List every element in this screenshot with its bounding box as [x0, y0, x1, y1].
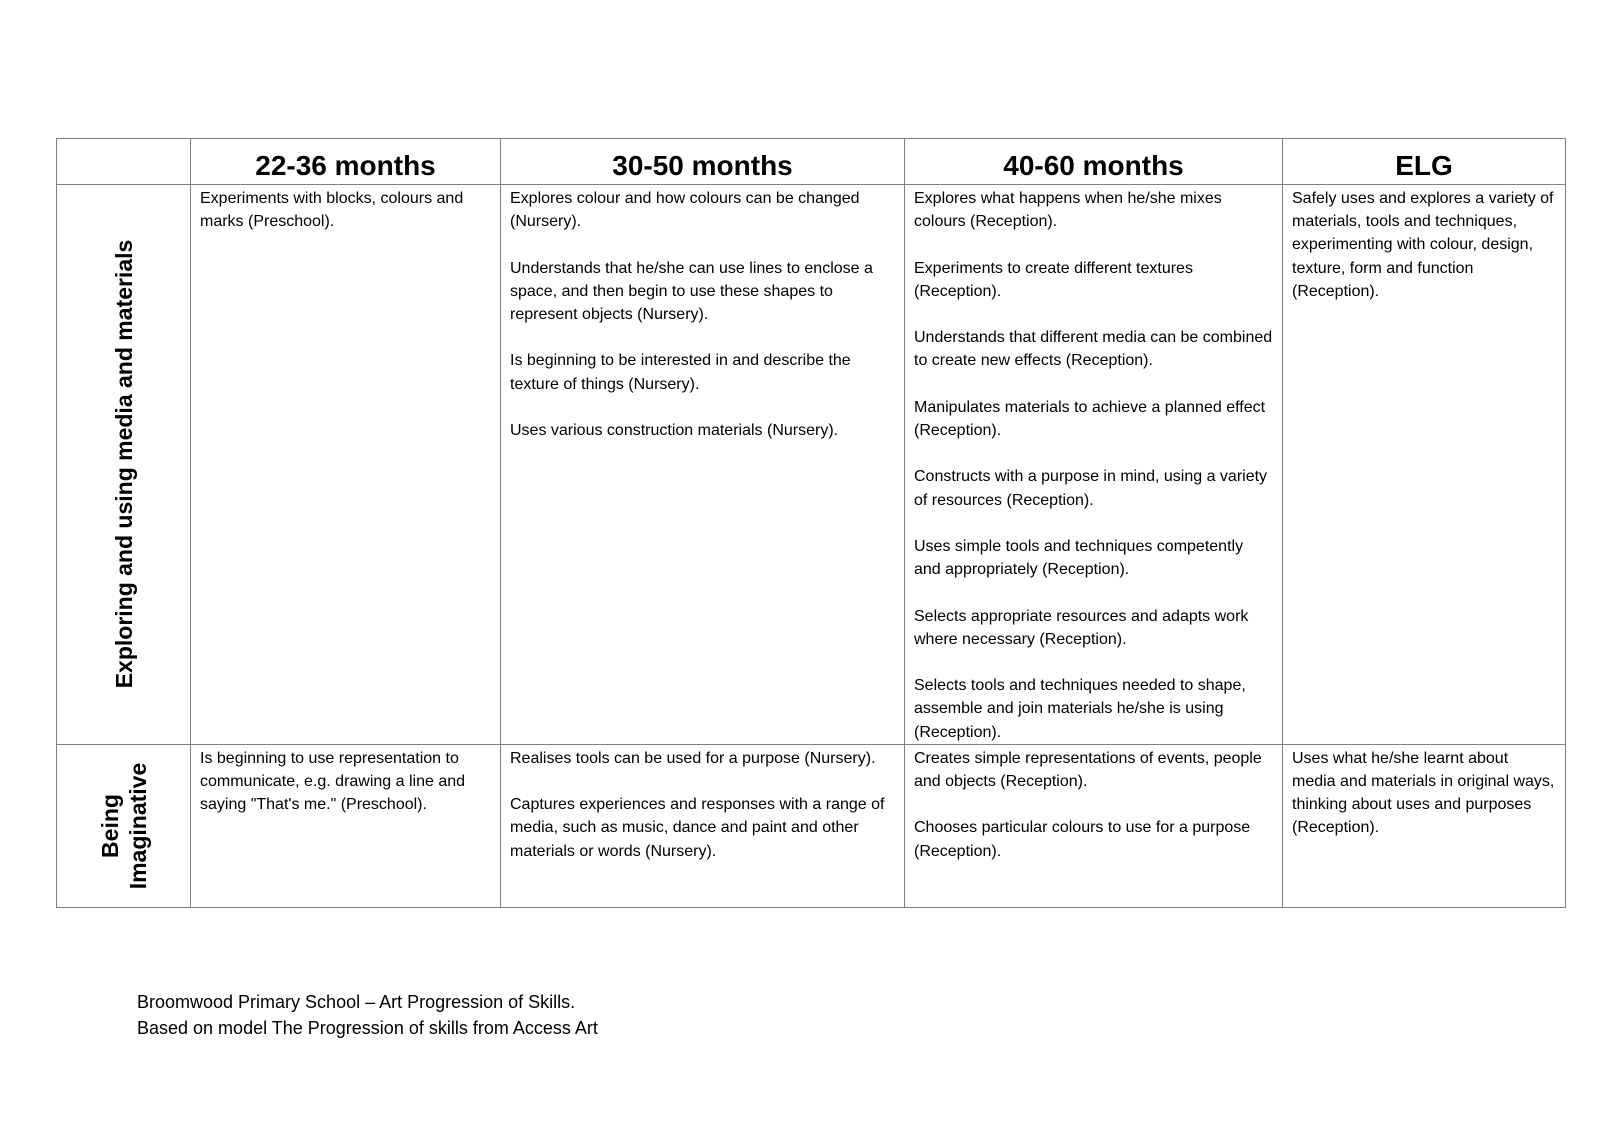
cell-text: Selects tools and techniques needed to shape, assemble and join materials he/she is using (Reception).	[914, 677, 1246, 741]
row-label-cell	[57, 185, 191, 745]
header-30-50-months: 30-50 months	[501, 139, 905, 185]
table-cell	[191, 744, 501, 907]
cell-text: Captures experiences and responses with a range of media, such as music, dance and paint and other materials or words (Nursery).	[510, 796, 885, 860]
header-22-36-months: 22-36 months	[191, 139, 501, 185]
footer-line-source: Based on model The Progression of skills from Access Art	[137, 1018, 598, 1038]
row-label-being-imaginative: Being Imaginative	[96, 762, 151, 890]
cell-text: Chooses particular colours to use for a purpose (Reception).	[914, 819, 1251, 860]
cell-text: Realises tools can be used for a purpose (Nursery).	[510, 749, 876, 767]
progression-table	[56, 138, 1566, 908]
header-row	[57, 139, 1566, 185]
footer-line-school: Broomwood Primary School – Art Progression of Skills.	[137, 992, 576, 1012]
cell-text: Understands that he/she can use lines to enclose a space, and then begin to use these shapes to represent objects (Nursery).	[510, 259, 873, 323]
cell-text: Constructs with a purpose in mind, using a variety of resources (Reception).	[914, 468, 1268, 509]
cell-text: Creates simple representations of events, people and objects (Reception).	[914, 749, 1262, 790]
header-elg: ELG	[1283, 139, 1566, 185]
table-cell	[501, 744, 905, 907]
table-row-being-imaginative	[57, 744, 1566, 907]
table-cell	[501, 185, 905, 745]
cell-text: Explores what happens when he/she mixes colours (Reception).	[914, 190, 1222, 231]
cell-text: Manipulates materials to achieve a planned effect (Reception).	[914, 398, 1266, 439]
cell-text: Uses various construction materials (Nursery).	[510, 421, 839, 439]
header-40-60-months: 40-60 months	[905, 139, 1283, 185]
cell-text: Experiments to create different textures (Reception).	[914, 259, 1193, 300]
cell-text: Explores colour and how colours can be changed (Nursery).	[510, 190, 860, 231]
table-cell	[1283, 185, 1566, 745]
cell-text: Uses simple tools and techniques competently and appropriately (Reception).	[914, 537, 1244, 579]
cell-text: Is beginning to use representation to communicate, e.g. drawing a line and saying "That's me." (Preschool).	[200, 749, 466, 814]
table-cell	[905, 185, 1283, 745]
cell-text: Safely uses and explores a variety of materials, tools and techniques, experimenting with colour, design, texture, form and function (Reception).	[1292, 190, 1554, 300]
row-label-exploring-media: Exploring and using media and materials	[110, 240, 137, 689]
table-cell	[191, 185, 501, 745]
cell-text: Uses what he/she learnt about media and materials in original ways, thinking about uses and purposes (Reception).	[1292, 749, 1555, 837]
table-cell	[1283, 744, 1566, 907]
cell-text: Experiments with blocks, colours and marks (Preschool).	[200, 190, 464, 231]
cell-text: Understands that different media can be combined to create new effects (Reception).	[914, 329, 1273, 370]
cell-text: Selects appropriate resources and adapts work where necessary (Reception).	[914, 607, 1249, 648]
table-cell	[905, 744, 1283, 907]
header-corner	[57, 139, 191, 185]
cell-text: Is beginning to be interested in and describe the texture of things (Nursery).	[510, 352, 851, 393]
document-footer	[137, 989, 598, 1041]
table-row-exploring-media	[57, 185, 1566, 745]
row-label-cell	[57, 744, 191, 907]
